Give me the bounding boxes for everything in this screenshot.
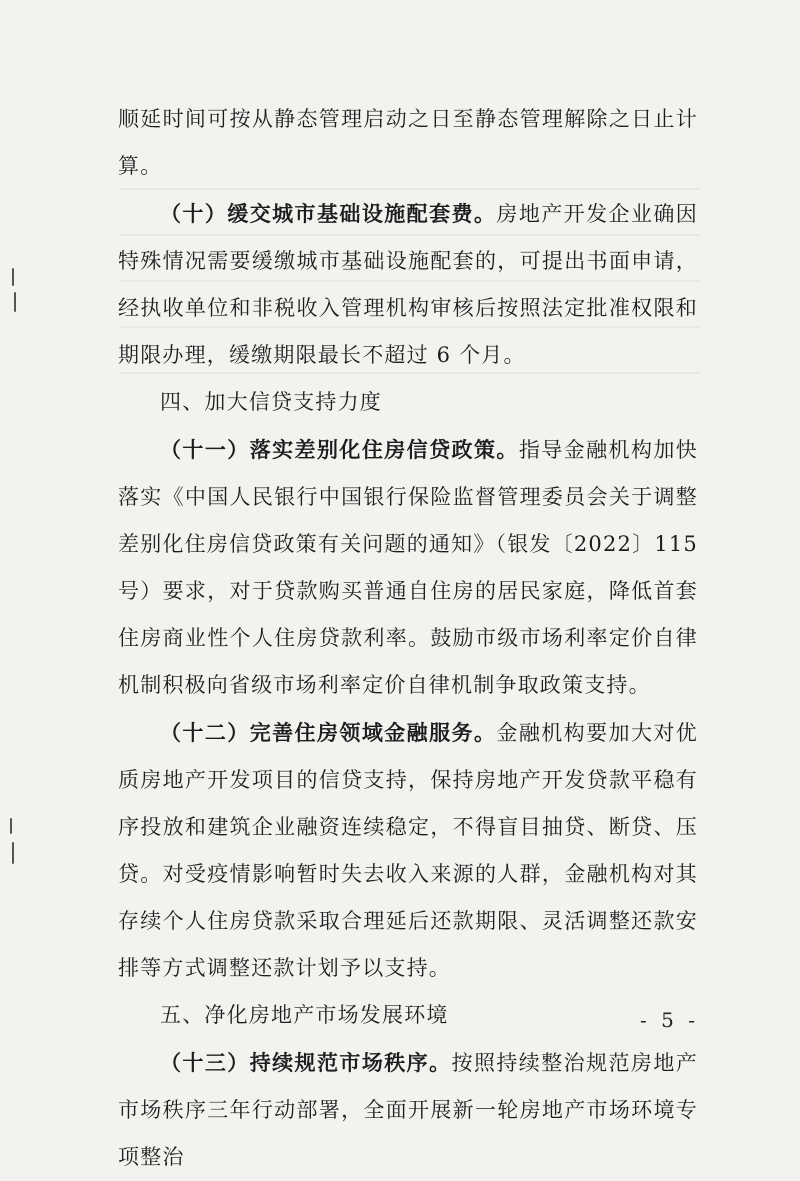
scan-mark bbox=[12, 268, 14, 286]
paragraph-item-12 bbox=[118, 709, 698, 992]
paragraph-text: 金融机构要加大对优质房地产开发项目的信贷支持，保持房地产开发贷款平稳有序投放和建筑企业融资连续稳定，不得盲目抽贷、断贷、压贷。对受疫情影响暂时失去收入来源的人群，金融机构对其存续个人住房贷款采取合理延后还款期限、灵活调整还款安排等方式调整还款计划予以支持。 bbox=[118, 721, 698, 980]
paragraph-item-11 bbox=[118, 426, 698, 709]
paragraph-item-10 bbox=[118, 190, 698, 379]
section-heading-4: 四、加大信贷支持力度 bbox=[160, 390, 382, 414]
page-number: - 5 - bbox=[640, 1008, 699, 1032]
scan-mark bbox=[10, 818, 12, 834]
paragraph-text: 房地产开发企业确因特殊情况需要缓缴城市基础设施配套的，可提出书面申请，经执收单位和非税收入管理机构审核后按照法定批准权限和期限办理，缓缴期限最长不超过 6 个月。 bbox=[118, 202, 698, 367]
paragraph-text: 顺延时间可按从静态管理启动之日至静态管理解除之日止计算。 bbox=[118, 107, 698, 178]
scan-mark bbox=[12, 842, 14, 864]
paragraph-lead: （十三）持续规范市场秩序。 bbox=[160, 1050, 452, 1075]
paragraph-continuation bbox=[118, 96, 698, 190]
scan-mark bbox=[14, 292, 16, 312]
paragraph-item-13 bbox=[118, 1039, 698, 1181]
paragraph-text: 指导金融机构加快落实《中国人民银行中国银行保险监督管理委员会关于调整差别化住房信贷政策有关问题的通知》（银发〔2022〕115 号）要求，对于贷款购买普通自住房的居民家庭，降低首套住房商业性个人住房贷款利率。鼓励市级市场利率定价自律机制积极向省级市场利率定价自律机制争取政策支持。 bbox=[118, 438, 698, 697]
paragraph-lead: （十）缓交城市基础设施配套费。 bbox=[160, 201, 497, 226]
section-heading-5: 五、净化房地产市场发展环境 bbox=[160, 1003, 449, 1027]
paragraph-text: 按照持续整治规范房地产市场秩序三年行动部署，全面开展新一轮房地产市场环境专项整治 bbox=[118, 1051, 698, 1169]
document-body bbox=[118, 96, 698, 1181]
paragraph-lead: （十一）落实差别化住房信贷政策。 bbox=[160, 437, 519, 462]
paragraph-lead: （十二）完善住房领域金融服务。 bbox=[160, 720, 497, 745]
